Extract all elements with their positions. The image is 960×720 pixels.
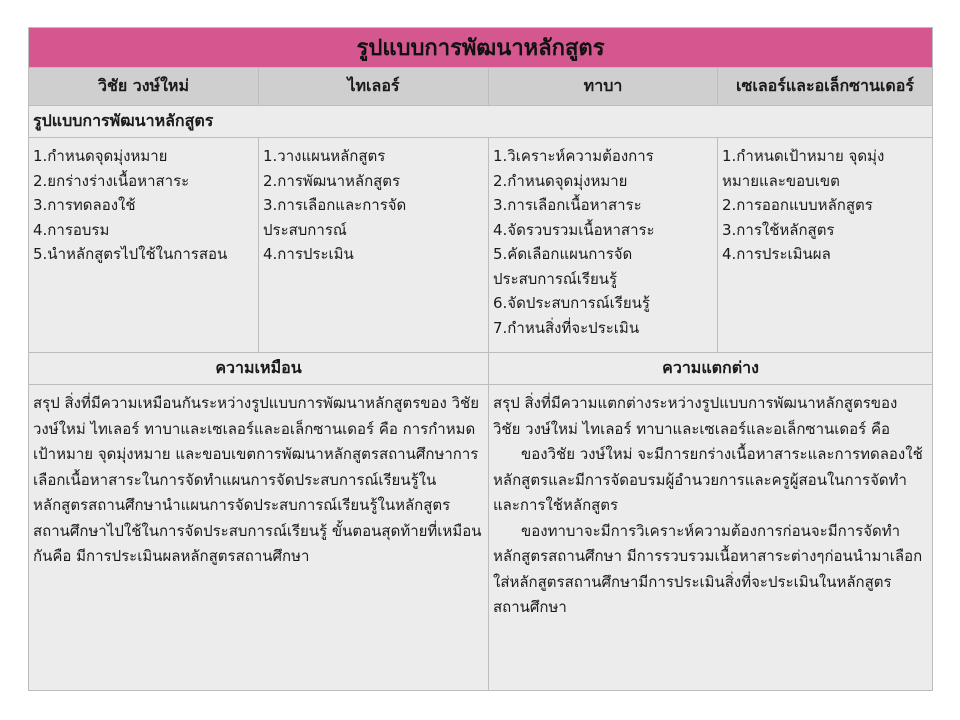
column-header-row (29, 68, 933, 106)
steps-taba (489, 138, 718, 353)
step-item: 4.การประเมินผล (722, 245, 831, 263)
step-item: 3.การทดลองใช้ (33, 196, 136, 214)
comparison-heading-row (29, 353, 933, 385)
table-title: รูปแบบการพัฒนาหลักสูตร (29, 28, 933, 68)
step-item: 4.จัดรวบรวมเนื้อหาสาระ (493, 220, 655, 239)
step-item: ประสบการณ์ (263, 220, 347, 239)
similarity-heading: ความเหมือน (29, 353, 489, 385)
difference-heading: ความแตกต่าง (489, 353, 933, 385)
step-item: 1.กำหนดจุดมุ่งหมาย (33, 147, 168, 165)
step-item: 2.กำหนดจุดมุ่งหมาย (493, 171, 628, 190)
section-heading-row (29, 106, 933, 138)
step-item: 2.ยกร่างร่างเนื้อหาสาระ (33, 171, 190, 190)
similarity-text: สรุป สิ่งที่มีความเหมือนกันระหว่างรูปแบบการพัฒนาหลักสูตรของ วิชัย วงษ์ใหม่ ไทเลอร์ ทาบาและเซเลอร์และอเล็กซานเดอร์ คือ การกำหมดเป้าหมาย จุดมุ่งหมาย และขอบเขตการพัฒนาหลักสูตรสถานศึกษาการเลือกเนื้อหาสาระในการจัดทำแผนการจัดประสบการณ์เรียนรู้ในหลักสูตรสถานศึกษานำแผนการจัดประสบการณ์เรียนรู้ในหลักสูตรสถานศึกษาไปใช้ในการจัดประสบการณ์เรียนรู้ ขั้นตอนสุดท้ายที่เหมือนกันคือ มีการประเมินผลหลักสูตรสถานศึกษา (33, 394, 482, 565)
difference-paragraph-wichai: ของวิชัย วงษ์ใหม่ จะมีการยกร่างเนื้อหาสาระและการทดลองใช้หลักสูตรและมีการจัดอบรมผู้อำนวยการและครูผู้สอนในการจัดทำและการใช้หลักสูตร (493, 445, 923, 514)
similarity-summary (29, 385, 489, 691)
step-item: 1.วิเคราะห์ความต้องการ (493, 147, 654, 165)
step-item: 2.การออกแบบหลักสูตร (722, 196, 873, 214)
comparison-table-container (28, 27, 932, 691)
column-header-tyler: ไทเลอร์ (259, 68, 489, 106)
step-item: 2.การพัฒนาหลักสูตร (263, 171, 401, 190)
difference-paragraph-taba: ของทาบาจะมีการวิเคราะห์ความต้องการก่อนจะมีการจัดทำหลักสูตรสถานศึกษา มีการรวบรวมเนื้อหาสาระต่างๆก่อนนำมาเลือกใส่หลักสูตรสถานศึกษามีการประเมินสิ่งที่จะประเมินในหลักสูตรสถานศึกษา (493, 521, 923, 616)
step-item: 3.การใช้หลักสูตร (722, 220, 835, 239)
step-item: 4.การอบรม (33, 220, 110, 239)
step-item: 1.กำหนดเป้าหมาย จุดมุ่ง (722, 147, 885, 165)
step-item: 4.การประเมิน (263, 245, 354, 263)
curriculum-comparison-table (28, 27, 933, 691)
step-item: หมายและขอบเขต (722, 171, 840, 190)
section-heading: รูปแบบการพัฒนาหลักสูตร (29, 106, 933, 138)
step-item: 3.การเลือกและการจัด (263, 196, 407, 214)
step-item: 3.การเลือกเนื้อหาสาระ (493, 196, 642, 214)
column-header-taba: ทาบา (489, 68, 718, 106)
step-item: 1.วางแผนหลักสูตร (263, 147, 386, 165)
title-row (29, 28, 933, 68)
column-header-saylor-alexander: เซเลอร์และอเล็กซานเดอร์ (718, 68, 933, 106)
step-item: ประสบการณ์เรียนรู้ (493, 269, 618, 288)
steps-row (29, 138, 933, 353)
step-item: 5.นำหลักสูตรไปใช้ในการสอน (33, 245, 228, 263)
steps-wichai (29, 138, 259, 353)
step-item: 7.กำหนสิ่งที่จะประเมิน (493, 318, 640, 337)
steps-tyler (259, 138, 489, 353)
comparison-body-row (29, 385, 933, 691)
steps-saylor-alexander (718, 138, 933, 353)
step-item: 5.คัดเลือกแผนการจัด (493, 245, 633, 263)
difference-intro: สรุป สิ่งที่มีความแตกต่างระหว่างรูปแบบการพัฒนาหลักสูตรของ วิชัย วงษ์ใหม่ ไทเลอร์ ทาบาและเซเลอร์และอเล็กซานเดอร์ คือ (493, 394, 898, 438)
column-header-wichai: วิชัย วงษ์ใหม่ (29, 68, 259, 106)
step-item: 6.จัดประสบการณ์เรียนรู้ (493, 294, 650, 312)
difference-summary (489, 385, 933, 691)
